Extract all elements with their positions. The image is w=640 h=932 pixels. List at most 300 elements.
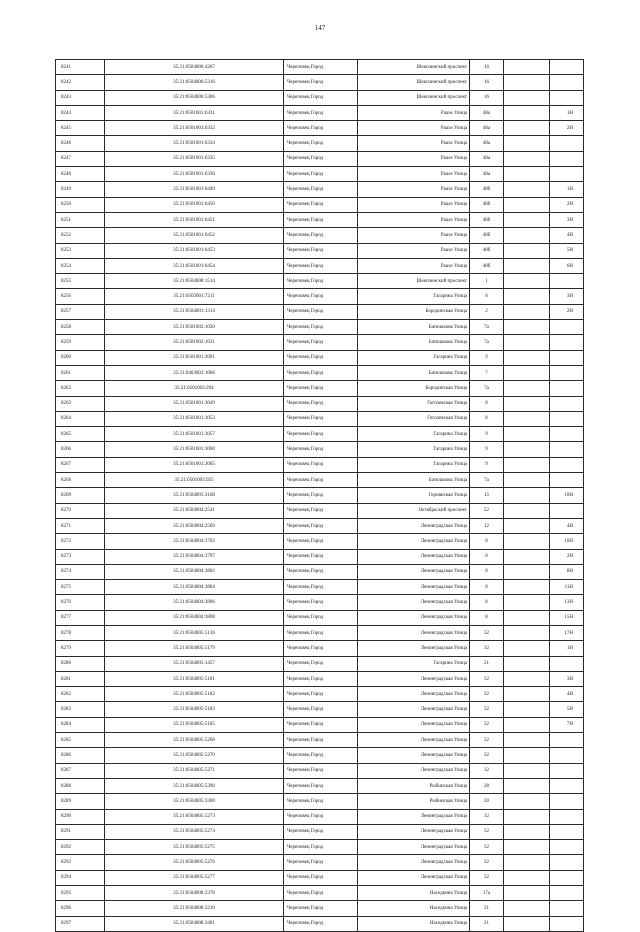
row-number-cell: 8255 xyxy=(56,274,105,289)
cadastral-number-cell: 35:21:0501002:1031 xyxy=(105,335,284,350)
cadastral-number-cell: 35:21:0501001:6450 xyxy=(105,197,284,212)
cadastral-number-cell: 35:21:0501001:6449 xyxy=(105,182,284,197)
house-number-cell: 15 xyxy=(470,488,504,503)
table-row xyxy=(56,687,584,702)
premises-cell xyxy=(550,457,584,472)
table-row xyxy=(56,916,584,931)
house-number-cell: 17а xyxy=(470,886,504,901)
house-number-cell: 48а xyxy=(470,136,504,151)
row-number-cell: 8262 xyxy=(56,381,105,396)
blank-cell xyxy=(504,258,550,273)
blank-cell xyxy=(504,289,550,304)
house-number-cell: 16 xyxy=(470,60,504,75)
settlement-cell: Череповец Город xyxy=(284,320,358,335)
cadastral-number-cell: 35:21:0501001:6335 xyxy=(105,151,284,166)
blank-cell xyxy=(504,212,550,227)
cadastral-number-cell: 35:21:0504005:5271 xyxy=(105,763,284,778)
row-number-cell: 8254 xyxy=(56,258,105,273)
settlement-cell: Череповец Город xyxy=(284,840,358,855)
blank-cell xyxy=(504,671,550,686)
house-number-cell: 20 xyxy=(470,794,504,809)
cadastral-number-cell: 35:21:0504008:1514 xyxy=(105,274,284,289)
premises-cell: 4Н xyxy=(550,687,584,702)
house-number-cell: 16 xyxy=(470,75,504,90)
table-row xyxy=(56,656,584,671)
premises-cell xyxy=(550,473,584,488)
house-number-cell: 32 xyxy=(470,855,504,870)
blank-cell xyxy=(504,733,550,748)
street-cell: Гагарина Улица xyxy=(358,289,470,304)
house-number-cell: 48а xyxy=(470,121,504,136)
cadastral-number-cell: 35:21:0504005:1457 xyxy=(105,656,284,671)
settlement-cell: Череповец Город xyxy=(284,427,358,442)
blank-cell xyxy=(504,763,550,778)
table-row xyxy=(56,442,584,457)
cadastral-number-cell: 35:21:0504004:3808 xyxy=(105,610,284,625)
settlement-cell: Череповец Город xyxy=(284,60,358,75)
blank-cell xyxy=(504,457,550,472)
blank-cell xyxy=(504,901,550,916)
blank-cell xyxy=(504,855,550,870)
table-row xyxy=(56,289,584,304)
cadastral-number-cell: 35:21:0501001:6334 xyxy=(105,136,284,151)
blank-cell xyxy=(504,610,550,625)
cadastral-number-cell: 35:21:0501003:264 xyxy=(105,381,284,396)
row-number-cell: 8269 xyxy=(56,488,105,503)
blank-cell xyxy=(504,886,550,901)
street-cell: Раахе Улица xyxy=(358,167,470,182)
premises-cell xyxy=(550,870,584,885)
blank-cell xyxy=(504,442,550,457)
street-cell: Ленинградская Улица xyxy=(358,870,470,885)
house-number-cell: 32 xyxy=(470,748,504,763)
house-number-cell: 32 xyxy=(470,641,504,656)
table-row xyxy=(56,427,584,442)
cadastral-number-cell: 35:21:0504001:1314 xyxy=(105,304,284,319)
table-row xyxy=(56,610,584,625)
premises-cell xyxy=(550,396,584,411)
premises-cell: 4Н xyxy=(550,518,584,533)
house-number-cell: 32 xyxy=(470,733,504,748)
premises-cell: 10Н xyxy=(550,534,584,549)
blank-cell xyxy=(504,243,550,258)
cadastral-number-cell: 35:21:0504005:5275 xyxy=(105,840,284,855)
house-number-cell: 32 xyxy=(470,809,504,824)
street-cell: Ленинградская Улица xyxy=(358,687,470,702)
cadastral-number-cell: 35:21:0504005:5183 xyxy=(105,702,284,717)
street-cell: Шекснинский проспект xyxy=(358,60,470,75)
street-cell: Ленинградская Улица xyxy=(358,671,470,686)
settlement-cell: Череповец Город xyxy=(284,243,358,258)
settlement-cell: Череповец Город xyxy=(284,396,358,411)
blank-cell xyxy=(504,136,550,151)
settlement-cell: Череповец Город xyxy=(284,365,358,380)
blank-cell xyxy=(504,580,550,595)
house-number-cell: 32 xyxy=(470,840,504,855)
cadastral-number-cell: 35:21:0504005:5274 xyxy=(105,824,284,839)
settlement-cell: Череповец Город xyxy=(284,442,358,457)
table-row xyxy=(56,671,584,686)
row-number-cell: 8292 xyxy=(56,840,105,855)
premises-cell: 17Н xyxy=(550,625,584,640)
row-number-cell: 8264 xyxy=(56,411,105,426)
settlement-cell: Череповец Город xyxy=(284,809,358,824)
premises-cell xyxy=(550,503,584,518)
premises-cell xyxy=(550,381,584,396)
street-cell: Ленинградская Улица xyxy=(358,564,470,579)
blank-cell xyxy=(504,518,550,533)
settlement-cell: Череповец Город xyxy=(284,197,358,212)
row-number-cell: 8275 xyxy=(56,580,105,595)
row-number-cell: 8263 xyxy=(56,396,105,411)
settlement-cell: Череповец Город xyxy=(284,411,358,426)
street-cell: Ленинградская Улица xyxy=(358,840,470,855)
street-cell: Рыбинская Улица xyxy=(358,794,470,809)
house-number-cell: 52 xyxy=(470,503,504,518)
blank-cell xyxy=(504,549,550,564)
house-number-cell: 48б xyxy=(470,212,504,227)
row-number-cell: 8258 xyxy=(56,320,105,335)
settlement-cell: Череповец Город xyxy=(284,564,358,579)
house-number-cell: 48б xyxy=(470,243,504,258)
settlement-cell: Череповец Город xyxy=(284,258,358,273)
street-cell: Гоголевская Улица xyxy=(358,396,470,411)
settlement-cell: Череповец Город xyxy=(284,473,358,488)
premises-cell: 3Н xyxy=(550,289,584,304)
settlement-cell: Череповец Город xyxy=(284,121,358,136)
settlement-cell: Череповец Город xyxy=(284,304,358,319)
blank-cell xyxy=(504,381,550,396)
settlement-cell: Череповец Город xyxy=(284,778,358,793)
settlement-cell: Череповец Город xyxy=(284,886,358,901)
cadastral-number-cell: 35:21:0504005:5273 xyxy=(105,809,284,824)
settlement-cell: Череповец Город xyxy=(284,702,358,717)
blank-cell xyxy=(504,488,550,503)
premises-cell xyxy=(550,794,584,809)
cadastral-number-cell: 35:21:0504005:3300 xyxy=(105,794,284,809)
table-row xyxy=(56,212,584,227)
premises-cell: 15Н xyxy=(550,610,584,625)
settlement-cell: Череповец Город xyxy=(284,274,358,289)
table-row xyxy=(56,228,584,243)
settlement-cell: Череповец Город xyxy=(284,488,358,503)
house-number-cell: 32 xyxy=(470,702,504,717)
table-row xyxy=(56,580,584,595)
blank-cell xyxy=(504,794,550,809)
table-row xyxy=(56,549,584,564)
blank-cell xyxy=(504,427,550,442)
cadastral-number-cell: 35:21:0504004:2541 xyxy=(105,503,284,518)
house-number-cell: 32 xyxy=(470,687,504,702)
street-cell: Батюшкова Улица xyxy=(358,365,470,380)
row-number-cell: 8283 xyxy=(56,702,105,717)
row-number-cell: 8259 xyxy=(56,335,105,350)
street-cell: Раахе Улица xyxy=(358,182,470,197)
table-row xyxy=(56,60,584,75)
table-row xyxy=(56,901,584,916)
cadastral-number-cell: 35:21:0501001:6453 xyxy=(105,243,284,258)
house-number-cell: 9 xyxy=(470,457,504,472)
cadastral-number-cell: 35:21:0501001:3057 xyxy=(105,427,284,442)
street-cell: Гагарина Улица xyxy=(358,457,470,472)
cadastral-number-cell: 35:21:0501001:3049 xyxy=(105,396,284,411)
settlement-cell: Череповец Город xyxy=(284,855,358,870)
premises-cell xyxy=(550,274,584,289)
row-number-cell: 8274 xyxy=(56,564,105,579)
house-number-cell: 7а xyxy=(470,473,504,488)
table-row xyxy=(56,381,584,396)
house-number-cell: 32 xyxy=(470,824,504,839)
street-cell: Наседкина Улица xyxy=(358,901,470,916)
row-number-cell: 8253 xyxy=(56,243,105,258)
premises-cell: 5Н xyxy=(550,702,584,717)
cadastral-number-cell: 35:21:0501001:6332 xyxy=(105,121,284,136)
row-number-cell: 8289 xyxy=(56,794,105,809)
row-number-cell: 8279 xyxy=(56,641,105,656)
street-cell: Шекснинский проспект xyxy=(358,75,470,90)
settlement-cell: Череповец Город xyxy=(284,687,358,702)
table-row xyxy=(56,595,584,610)
street-cell: Ленинградская Улица xyxy=(358,824,470,839)
table-row xyxy=(56,457,584,472)
cadastral-number-cell: 35:21:0504006:4207 xyxy=(105,60,284,75)
blank-cell xyxy=(504,304,550,319)
premises-cell xyxy=(550,840,584,855)
street-cell: Ленинградская Улица xyxy=(358,855,470,870)
page-number: 147 xyxy=(314,24,326,32)
street-cell: Ленинградская Улица xyxy=(358,534,470,549)
premises-cell xyxy=(550,763,584,778)
house-number-cell: 9 xyxy=(470,350,504,365)
blank-cell xyxy=(504,473,550,488)
row-number-cell: 8293 xyxy=(56,855,105,870)
blank-cell xyxy=(504,595,550,610)
premises-cell xyxy=(550,824,584,839)
table-row xyxy=(56,411,584,426)
settlement-cell: Череповец Город xyxy=(284,580,358,595)
blank-cell xyxy=(504,75,550,90)
settlement-cell: Череповец Город xyxy=(284,794,358,809)
table-row xyxy=(56,90,584,105)
house-number-cell: 48б xyxy=(470,197,504,212)
table-row xyxy=(56,625,584,640)
street-cell: Гагарина Улица xyxy=(358,427,470,442)
settlement-cell: Череповец Город xyxy=(284,105,358,120)
cadastral-number-cell: 35:21:0504005:5276 xyxy=(105,855,284,870)
row-number-cell: 8260 xyxy=(56,350,105,365)
premises-cell xyxy=(550,886,584,901)
cadastral-number-cell: 35:21:0501001:3053 xyxy=(105,411,284,426)
table-row xyxy=(56,886,584,901)
house-number-cell: 8 xyxy=(470,396,504,411)
settlement-cell: Череповец Город xyxy=(284,151,358,166)
row-number-cell: 8284 xyxy=(56,717,105,732)
street-cell: Ленинградская Улица xyxy=(358,717,470,732)
blank-cell xyxy=(504,105,550,120)
cadastral-number-cell: 35:21:0501001:2091 xyxy=(105,350,284,365)
blank-cell xyxy=(504,534,550,549)
settlement-cell: Череповец Город xyxy=(284,518,358,533)
cadastral-number-cell: 35:21:0403003:1066 xyxy=(105,365,284,380)
table-row xyxy=(56,396,584,411)
house-number-cell: 16 xyxy=(470,90,504,105)
street-cell: Ленинградская Улица xyxy=(358,748,470,763)
house-number-cell: 21 xyxy=(470,916,504,931)
premises-cell: 1Н xyxy=(550,182,584,197)
house-number-cell: 9 xyxy=(470,427,504,442)
row-number-cell: 8268 xyxy=(56,473,105,488)
row-number-cell: 8291 xyxy=(56,824,105,839)
house-number-cell: 32 xyxy=(470,763,504,778)
row-number-cell: 8267 xyxy=(56,457,105,472)
table-row xyxy=(56,702,584,717)
house-number-cell: 7 xyxy=(470,365,504,380)
table-row xyxy=(56,136,584,151)
premises-cell xyxy=(550,427,584,442)
blank-cell xyxy=(504,396,550,411)
row-number-cell: 8288 xyxy=(56,778,105,793)
table-row xyxy=(56,105,584,120)
blank-cell xyxy=(504,717,550,732)
cadastral-number-cell: 35:21:0504005:5270 xyxy=(105,748,284,763)
street-cell: Ленинградская Улица xyxy=(358,625,470,640)
blank-cell xyxy=(504,90,550,105)
blank-cell xyxy=(504,687,550,702)
blank-cell xyxy=(504,564,550,579)
table-row xyxy=(56,473,584,488)
premises-cell: 13Н xyxy=(550,595,584,610)
blank-cell xyxy=(504,197,550,212)
house-number-cell: 48б xyxy=(470,228,504,243)
premises-cell xyxy=(550,335,584,350)
blank-cell xyxy=(504,151,550,166)
house-number-cell: 2 xyxy=(470,304,504,319)
street-cell: Наседкина Улица xyxy=(358,916,470,931)
premises-cell: 2Н xyxy=(550,549,584,564)
row-number-cell: 8261 xyxy=(56,365,105,380)
blank-cell xyxy=(504,870,550,885)
table-row xyxy=(56,824,584,839)
row-number-cell: 8285 xyxy=(56,733,105,748)
premises-cell xyxy=(550,901,584,916)
house-number-cell: 28 xyxy=(470,778,504,793)
cadastral-number-cell: 35:21:0504005:3108 xyxy=(105,488,284,503)
row-number-cell: 8297 xyxy=(56,916,105,931)
blank-cell xyxy=(504,350,550,365)
premises-cell: 7Н xyxy=(550,717,584,732)
premises-cell xyxy=(550,442,584,457)
premises-cell: 3Н xyxy=(550,671,584,686)
settlement-cell: Череповец Город xyxy=(284,350,358,365)
street-cell: Батюшкова Улица xyxy=(358,473,470,488)
premises-cell xyxy=(550,90,584,105)
premises-cell xyxy=(550,733,584,748)
premises-cell: 4Н xyxy=(550,228,584,243)
address-table-body xyxy=(56,60,584,932)
street-cell: Шекснинский проспект xyxy=(358,90,470,105)
blank-cell xyxy=(504,778,550,793)
street-cell: Шекснинский проспект xyxy=(358,274,470,289)
cadastral-number-cell: 35:21:0504005:5268 xyxy=(105,733,284,748)
blank-cell xyxy=(504,503,550,518)
cadastral-number-cell: 35:21:0504004:3703 xyxy=(105,534,284,549)
house-number-cell: 7а xyxy=(470,381,504,396)
premises-cell xyxy=(550,151,584,166)
row-number-cell: 8266 xyxy=(56,442,105,457)
settlement-cell: Череповец Город xyxy=(284,916,358,931)
street-cell: Бородинская Улица xyxy=(358,381,470,396)
settlement-cell: Череповец Город xyxy=(284,335,358,350)
cadastral-number-cell: 35:21:0504005:5390 xyxy=(105,778,284,793)
row-number-cell: 8294 xyxy=(56,870,105,885)
settlement-cell: Череповец Город xyxy=(284,182,358,197)
table-row xyxy=(56,197,584,212)
street-cell: Гагарина Улица xyxy=(358,442,470,457)
street-cell: Бородинская Улица xyxy=(358,304,470,319)
premises-cell: 10Н xyxy=(550,488,584,503)
cadastral-number-cell: 35:21:0504005:5136 xyxy=(105,625,284,640)
table-row xyxy=(56,870,584,885)
table-row xyxy=(56,488,584,503)
house-number-cell: 8 xyxy=(470,411,504,426)
house-number-cell: 48а xyxy=(470,105,504,120)
house-number-cell: 8 xyxy=(470,564,504,579)
premises-cell: 11Н xyxy=(550,580,584,595)
cadastral-number-cell: 35:21:0504008:3401 xyxy=(105,916,284,931)
street-cell: Наседкина Улица xyxy=(358,886,470,901)
street-cell: Ленинградская Улица xyxy=(358,610,470,625)
table-row xyxy=(56,733,584,748)
street-cell: Раахе Улица xyxy=(358,105,470,120)
house-number-cell: 21 xyxy=(470,656,504,671)
settlement-cell: Череповец Город xyxy=(284,610,358,625)
premises-cell xyxy=(550,136,584,151)
premises-cell xyxy=(550,75,584,90)
house-number-cell: 48а xyxy=(470,151,504,166)
blank-cell xyxy=(504,656,550,671)
table-row xyxy=(56,778,584,793)
cadastral-number-cell: 35:21:0504008:3378 xyxy=(105,886,284,901)
street-cell: Раахе Улица xyxy=(358,197,470,212)
row-number-cell: 8256 xyxy=(56,289,105,304)
street-cell: Гагарина Улица xyxy=(358,656,470,671)
table-row xyxy=(56,763,584,778)
row-number-cell: 8281 xyxy=(56,671,105,686)
table-row xyxy=(56,75,584,90)
settlement-cell: Череповец Город xyxy=(284,289,358,304)
settlement-cell: Череповец Город xyxy=(284,870,358,885)
table-row xyxy=(56,320,584,335)
premises-cell xyxy=(550,855,584,870)
street-cell: Октябрьский проспект xyxy=(358,503,470,518)
street-cell: Раахе Улица xyxy=(358,151,470,166)
table-row xyxy=(56,167,584,182)
table-row xyxy=(56,151,584,166)
row-number-cell: 8250 xyxy=(56,197,105,212)
row-number-cell: 8243 xyxy=(56,90,105,105)
premises-cell: 6Н xyxy=(550,258,584,273)
blank-cell xyxy=(504,748,550,763)
row-number-cell: 8290 xyxy=(56,809,105,824)
table-row xyxy=(56,717,584,732)
table-row xyxy=(56,534,584,549)
blank-cell xyxy=(504,824,550,839)
blank-cell xyxy=(504,625,550,640)
house-number-cell: 1 xyxy=(470,274,504,289)
settlement-cell: Череповец Город xyxy=(284,503,358,518)
street-cell: Раахе Улица xyxy=(358,136,470,151)
house-number-cell: 7а xyxy=(470,320,504,335)
